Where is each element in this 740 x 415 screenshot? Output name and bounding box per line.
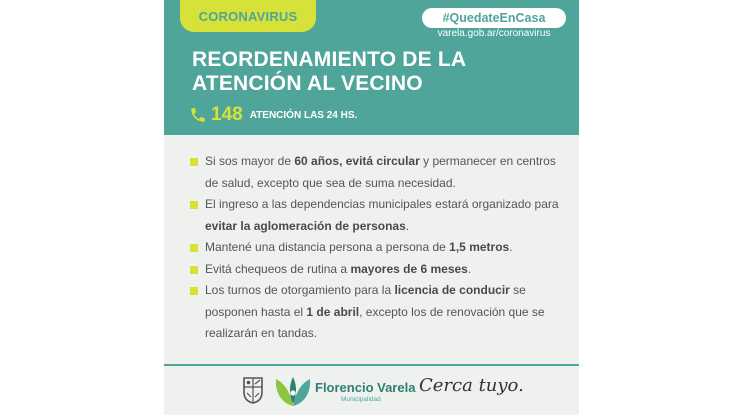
item-text: Los turnos de otorgamiento para la (205, 283, 395, 297)
infographic-card (164, 0, 579, 415)
item-text: . (509, 240, 513, 254)
item-emphasis: evitar la aglomeración de personas (205, 218, 406, 233)
leaf-logo-icon (274, 374, 312, 413)
item-text: se posponen hasta el (205, 283, 526, 319)
list-item (186, 259, 564, 281)
header-banner (164, 0, 579, 135)
phone-number[interactable]: 148 (211, 104, 243, 125)
item-text: El ingreso a las dependencias municipales estará organizado para (205, 197, 559, 211)
phone-icon (189, 106, 207, 124)
item-emphasis: 1,5 metros (449, 240, 510, 254)
phone-label: ATENCIÓN LAS 24 HS. (249, 109, 358, 121)
list-item (186, 237, 564, 259)
title-line-2: ATENCIÓN AL VECINO (192, 72, 423, 95)
info-list (186, 151, 564, 345)
list-item (186, 280, 564, 345)
title-line-1: REORDENAMIENTO DE LA (192, 48, 467, 71)
page-title (192, 48, 562, 96)
item-emphasis: 1 de abril (306, 304, 360, 319)
hashtag-pill: #QuedateEnCasa (422, 8, 566, 28)
bullet-square (190, 266, 198, 274)
item-emphasis: licencia de conducir (394, 283, 510, 297)
website-url[interactable]: varela.gob.ar/coronavirus (437, 28, 551, 39)
brand-subtitle: Municipalidad (341, 396, 381, 403)
coronavirus-tag: CORONAVIRUS (180, 0, 316, 32)
item-emphasis: 60 años, evitá circular (294, 154, 420, 168)
bullet-square (190, 158, 198, 166)
item-text: . (405, 218, 410, 233)
item-text: y permanecer en centros de salud, excepto que sea de suma necesidad. (205, 154, 556, 190)
item-emphasis: mayores de 6 meses (350, 261, 468, 276)
list-item (186, 194, 564, 237)
item-text: Evitá chequeos de rutina a (205, 261, 351, 276)
phone-row (189, 104, 357, 126)
brand-name: Florencio Varela (315, 380, 416, 395)
item-text: Si sos mayor de (205, 154, 295, 168)
footer (164, 366, 579, 415)
list-item (186, 151, 564, 194)
slogan: Cerca tuyo. (419, 375, 524, 396)
bullet-square (190, 201, 198, 209)
crest-icon (242, 375, 264, 410)
item-text: . (467, 261, 472, 276)
item-text: Mantené una distancia persona a persona de (205, 240, 450, 254)
bullet-square (190, 244, 198, 252)
bullet-square (190, 287, 198, 295)
item-text: , excepto los de renovación que se realizarán en tandas. (205, 304, 545, 340)
